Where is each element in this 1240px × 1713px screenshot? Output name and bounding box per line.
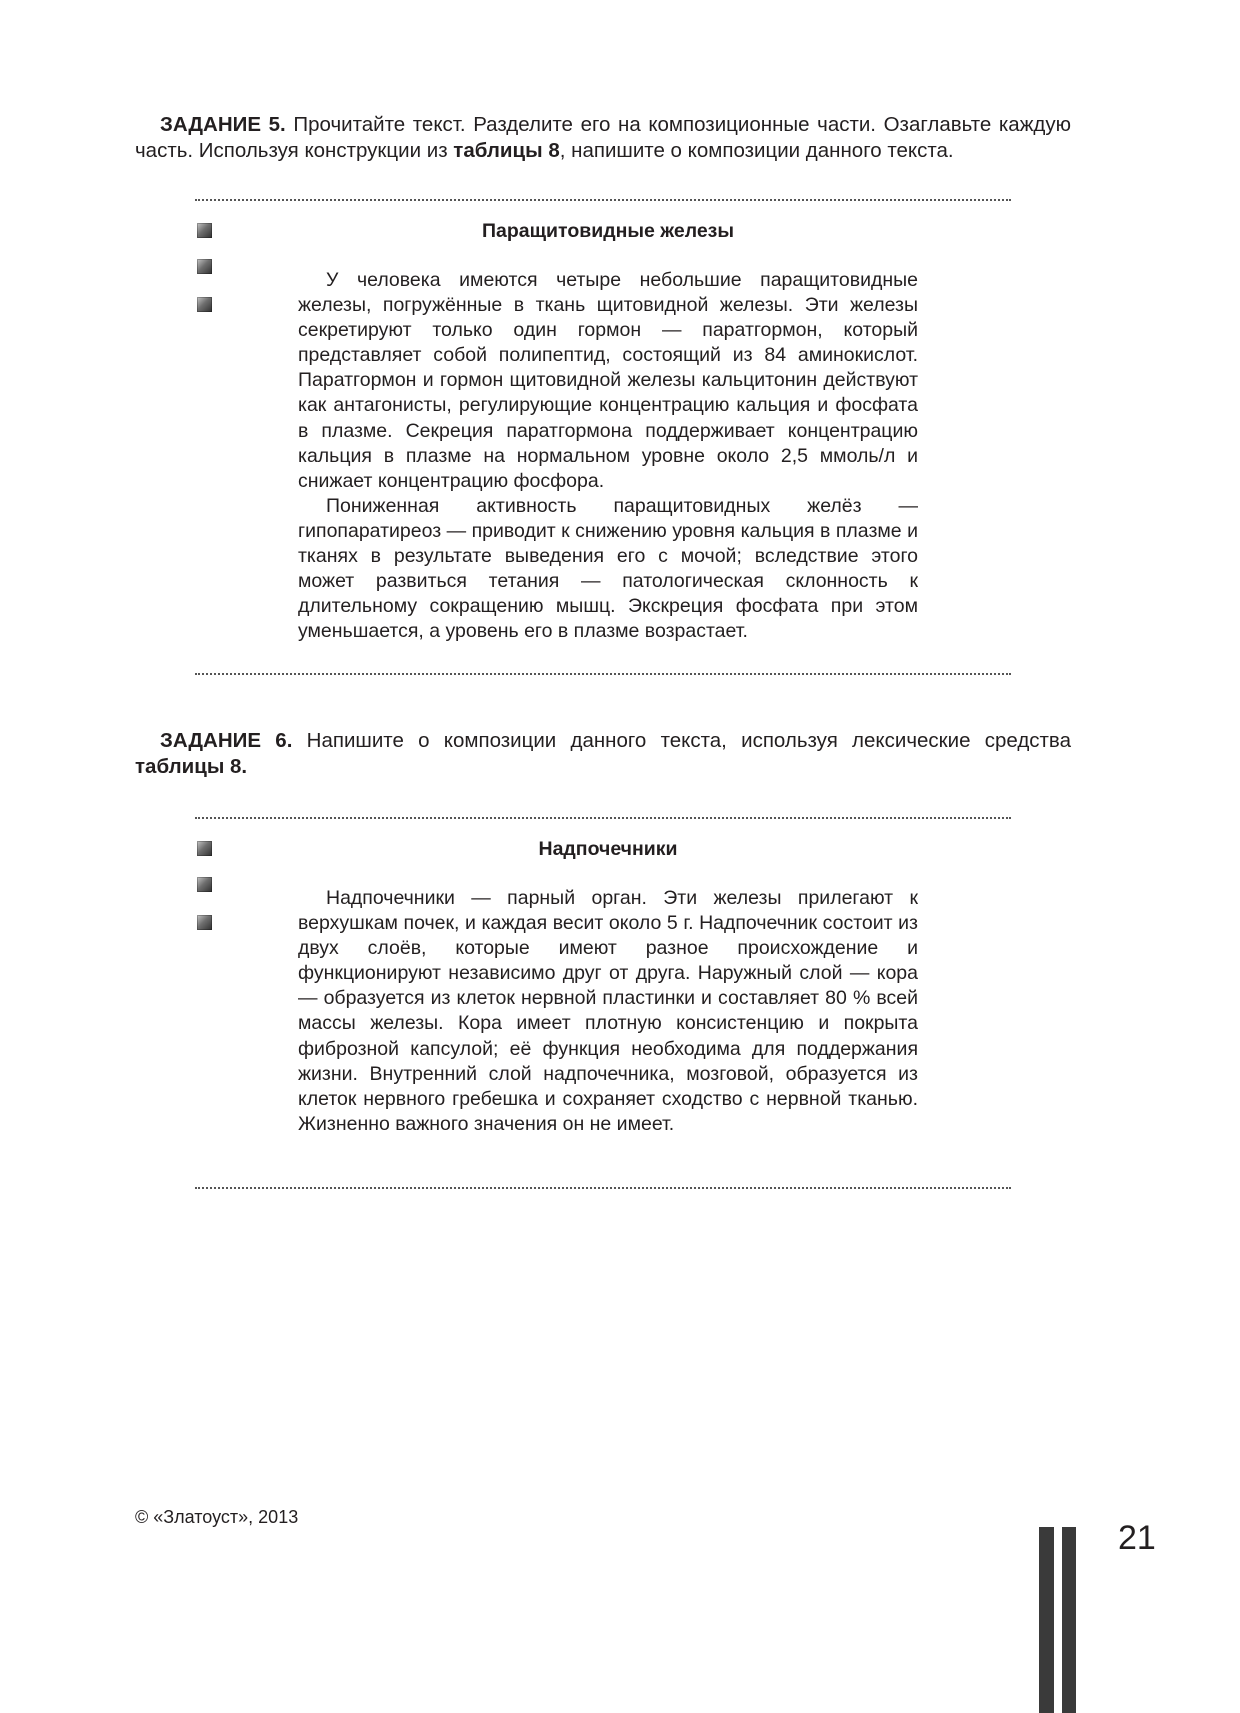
task-6-table-ref: таблицы 8. [135, 755, 248, 778]
page-edge-bar [1039, 1527, 1054, 1713]
dotted-divider-bottom-2 [195, 1187, 1011, 1189]
bullet-square-icon [197, 259, 212, 274]
task-5-text-a: Прочитайте текст. Разделите его на композиционные части. Озаглавьте каждую часть. Используя конструкции из [135, 113, 1072, 162]
task-5-table-ref: таблицы 8 [453, 139, 560, 162]
bullet-square-icon [197, 841, 212, 856]
task-6-instruction [135, 728, 1071, 780]
bullet-square-icon [197, 223, 212, 238]
page-edge-bar [1062, 1527, 1076, 1713]
box-1-paragraph: У человека имеются четыре небольшие паращитовидные железы, погружённые в ткань щитовидной железы. Эти железы секретируют только один гормон — паратгормон, который представляет собой полипептид, состоящий из 84 аминокислот. Паратгормон и гормон щитовидной железы кальцитонин действуют как антагонисты, регулирующие концентрацию кальция и фосфата в плазме. Секреция паратгормона поддерживает концентрацию кальция в плазме на нормальном уровне около 2,5 ммоль/л и снижает концентрацию фосфора. [298, 269, 918, 492]
dotted-divider-top-1 [195, 199, 1011, 201]
dotted-divider-top-2 [195, 817, 1011, 819]
box-1-title: Паращитовидные железы [481, 220, 735, 242]
bullet-square-icon [197, 915, 212, 930]
copyright-notice: © «Златоуст», 2013 [135, 1507, 299, 1527]
bullet-square-icon [197, 877, 212, 892]
box-2-text [298, 886, 918, 1137]
bullet-square-icon [197, 297, 212, 312]
task-6-label: ЗАДАНИЕ 6. [160, 729, 293, 752]
box-2-title: Надпочечники [538, 838, 678, 860]
dotted-divider-bottom-1 [195, 673, 1011, 675]
box-2-paragraph: Надпочечники — парный орган. Эти железы прилегают к верхушкам почек, и каждая весит около 5 г. Надпочечник состоит из двух слоёв, которые имеют разное происхождение и функционируют независимо друг от друга. Наружный слой — кора — образуется из клеток нервной пластинки и составляет 80 % всей массы железы. Кора имеет плотную консистенцию и покрыта фиброзной капсулой; её функция необходима для поддержания жизни. Внутренний слой надпочечника, мозговой, образуется из клеток нервного гребешка и сохраняет сходство с нервной тканью. Жизненно важного значения он не имеет. [298, 887, 918, 1135]
task-5-label: ЗАДАНИЕ 5. [160, 113, 286, 136]
task-6-text-a: Напишите о композиции данного текста, используя лексические средства [292, 729, 1071, 752]
box-1-paragraph: Пониженная активность паращитовидных желёз — гипопаратиреоз — приводит к снижению уровня кальция в плазме и тканях в результате выведения его с мочой; вследствие этого может развиться тетания — патологическая склонность к длительному сокращению мышц. Экскреция фосфата при этом уменьшается, а уровень его в плазме возрастает. [298, 494, 918, 643]
task-5-text-b: , напишите о композиции данного текста. [559, 139, 954, 162]
page-number: 21 [1118, 1519, 1156, 1557]
box-1-text [298, 268, 918, 644]
task-5-instruction [135, 112, 1071, 164]
